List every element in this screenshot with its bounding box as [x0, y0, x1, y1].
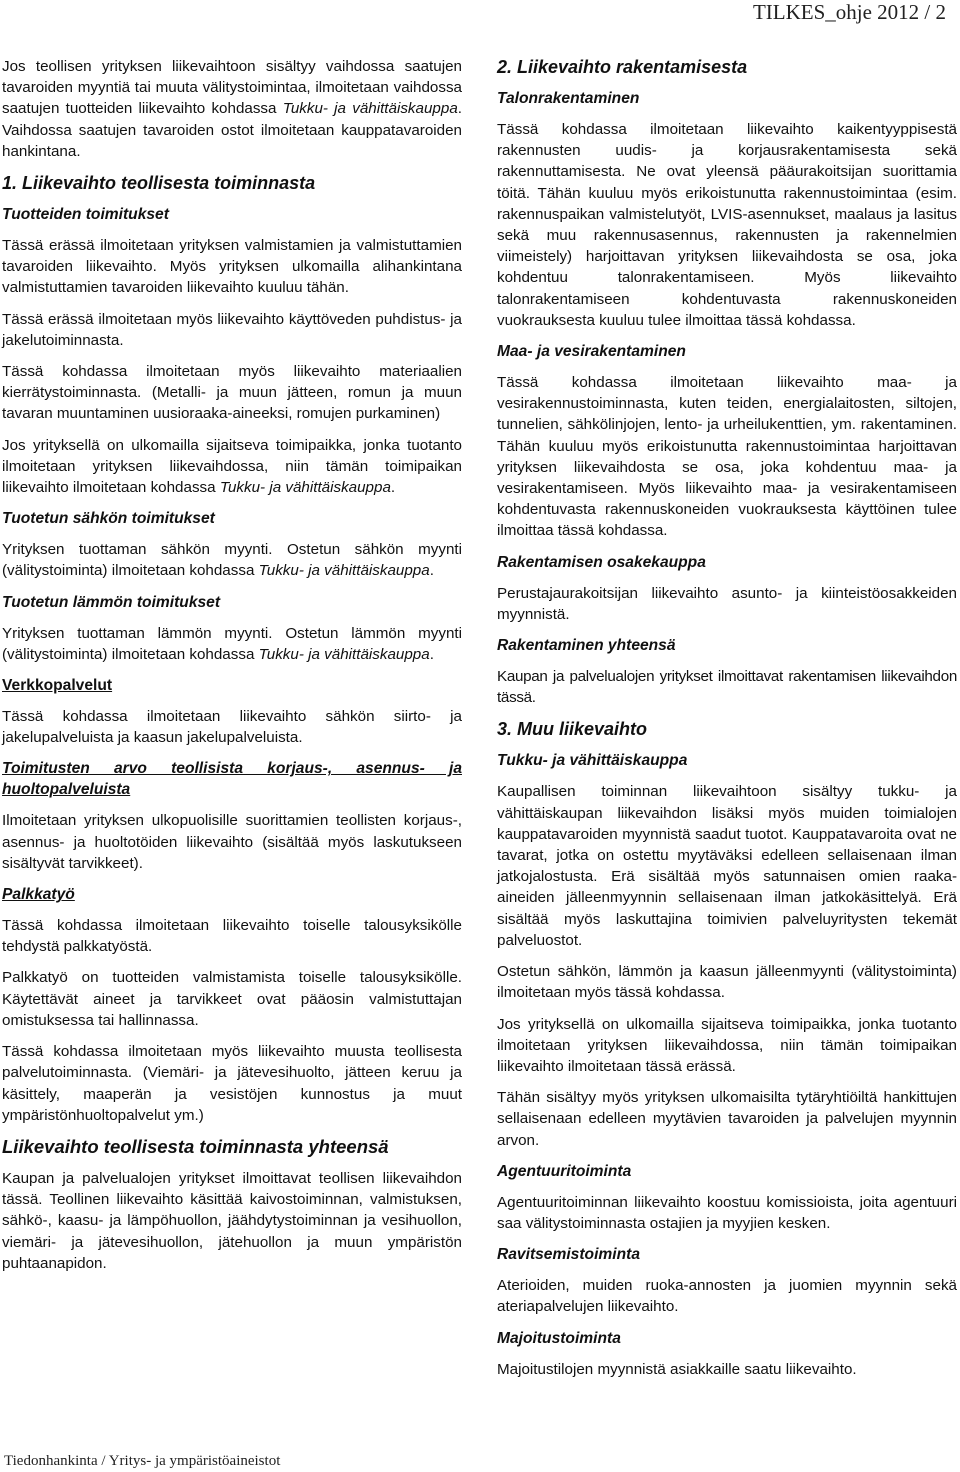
majoitus-paragraph: Majoitustilojen myynnistä asiakkaille saatu liikevaihto. [497, 1360, 857, 1378]
ravitsemis-heading: Ravitsemistoiminta [497, 1246, 640, 1264]
verkkopalvelut-heading: Verkkopalvelut [2, 677, 113, 695]
palkkatyo-paragraph-2: Palkkatyö on tuotteiden valmistamista toiselle talousyksikölle. Käytettävät aineet ja tarvikkeet ovat pääosin valmistuttajan omistuksessa tai hallinnassa. [2, 969, 462, 1029]
tt-p4-end: . [390, 479, 396, 497]
tt-paragraph-3: Tässä kohdassa ilmoitetaan myös liikevaihto materiaalien kierrätystoiminnasta. (Metalli- ja muun jätteen, romun ja muun tavaran muuntaminen uusioraaka-aineeksi, romujen purkaminen) [2, 363, 462, 423]
lampo-italic: Tukku- ja vähittäiskauppa [258, 645, 430, 663]
section-3-title: 3. Muu liikevaihto [497, 719, 648, 740]
lampo-paragraph [2, 623, 462, 665]
left-column [2, 56, 462, 1284]
tt-paragraph-4 [2, 435, 462, 499]
tuotteiden-toimitukset-heading: Tuotteiden toimitukset [2, 206, 169, 224]
agentuuri-heading: Agentuuritoiminta [497, 1162, 632, 1180]
sahko-paragraph [2, 539, 462, 581]
sahko-italic: Tukku- ja vähittäiskauppa [258, 562, 430, 580]
tukku-paragraph-1: Kaupallisen toiminnan liikevaihtoon sisältyy tukku- ja vähittäiskaupan liikevaihdon lisäksi myös muiden toimialojen kauppatavaroiden myynnistä saadut tuotot. Kauppatavaroita ovat ne tavarat, jotka on ostettu myytäväksi edelleen sellaisenaan ilman jatkojalostusta. Erä sisältää myös satunnaisen omien raaka-aineiden jälleenmyynnin sellaisenaan ilman jatkokäsittelyä. Erä sisältää myös laskuttajina toimivien palveluyritysten tekemät palveluostot. [497, 783, 957, 949]
tukku-heading: Tukku- ja vähittäiskauppa [497, 752, 688, 770]
section-2-title: 2. Liikevaihto rakentamisesta [497, 57, 748, 77]
lampo-end: . [429, 645, 434, 663]
ravitsemis-paragraph: Aterioiden, muiden ruoka-annosten ja juomien myynnin sekä ateriapalvelujen liikevaihto. [497, 1277, 957, 1316]
teollinen-yhteensa-heading: Liikevaihto teollisesta toiminnasta yhteensä [2, 1135, 389, 1157]
osakekauppa-heading: Rakentamisen osakekauppa [497, 553, 706, 571]
sahko-text: Yrityksen tuottaman sähkön myynti. Ostetun sähkön myynti (välitystoiminta) ilmoitetaan kohdassa [2, 541, 462, 580]
intro-text-end: . Vaihdossa saatujen tavaroiden ostot ilmoitetaan kauppatavaroiden hankintana. [2, 100, 462, 160]
talonrakentaminen-heading: Talonrakentaminen [497, 90, 640, 107]
intro-paragraph [2, 56, 462, 162]
verkkopalvelut-paragraph: Tässä kohdassa ilmoitetaan liikevaihto sähkön siirto- ja jakelupalveluista ja kaasun jakelupalveluista. [2, 708, 462, 747]
tukku-paragraph-2: Ostetun sähkön, lämmön ja kaasun jälleenmyynti (välitystoiminta) ilmoitetaan myös tässä kohdassa. [497, 963, 957, 1002]
palkkatyo-paragraph-3: Tässä kohdassa ilmoitetaan myös liikevaihto muusta teollisesta palvelutoiminnasta. (Viemäri- ja jätevesihuolto, jätteen keruu ja käsittely, maaperän ja vesistöjen kunnostus ja muut ympäristönhuoltopalvelut ym.) [2, 1043, 462, 1124]
maa-vesi-paragraph: Tässä kohdassa ilmoitetaan liikevaihto maa- ja vesirakennustoiminnasta, kuten teiden, energialaitosten, siltojen, tunnelien, sähkölinjojen, lento- ja urheilukenttien, ym. rakentaminen. Tähän kuuluu myös erikoistunutta rakennustoimintaa harjoittavan yrityksen liikevaihdosta se osa, joka kohdentuu maa- ja vesirakentamiseen. Myös liikevaihto maa- ja vesirakentamiseen kohdentuvasta rakennuskoneiden vuokrauksesta käyttöinen tulee ilmoittaa tässä kohdassa. [497, 374, 957, 540]
right-column [497, 56, 957, 1390]
osakekauppa-paragraph: Perustajaurakoitsijan liikevaihto asunto- ja kiinteistöosakkeiden myynnistä. [497, 584, 957, 623]
page-footer: Tiedonhankinta / Yritys- ja ympäristöaineistot [4, 1453, 281, 1469]
lampo-heading: Tuotetun lämmön toimitukset [2, 593, 221, 611]
tt-paragraph-2: Tässä erässä ilmoitetaan myös liikevaihto käyttöveden puhdistus- ja jakelutoiminnasta. [2, 310, 462, 349]
intro-italic: Tukku- ja vähittäiskauppa [282, 100, 458, 118]
lampo-text: Yrityksen tuottaman lämmön myynti. Ostetun lämmön myynti (välitystoiminta) ilmoitetaan kohdassa [2, 624, 462, 663]
intro-text: Jos teollisen yrityksen liikevaihtoon sisältyy vaihdossa saatujen tavaroiden myyntiä tai muuta välitystoimintaa, ilmoitetaan vaihdossa saatujen tuotteiden liikevaihto kohdassa [2, 58, 462, 118]
sahko-end: . [429, 562, 434, 580]
section-1-title: 1. Liikevaihto teollisesta toiminnasta [2, 173, 316, 194]
majoitus-heading: Majoitustoiminta [497, 1329, 621, 1347]
tt-p4-text: Jos yrityksellä on ulkomailla sijaitseva toimipaikka, jonka tuotanto ilmoitetaan yrityksen liikevaihdossa, niin tämän toimipaikan liikevaihto ilmoitetaan kohdassa [2, 436, 462, 497]
teollinen-yhteensa-paragraph: Kaupan ja palvelualojen yritykset ilmoittavat teollisen liikevaihdon tässä. Teollinen liikevaihto käsittää kaivostoiminnan, valmistuksen, sähkö-, kaasu- ja lämpöhuollon, jäähdytystoiminnan ja vesihuollon, viemäri- ja jätevesihuollon, jätehuollon ja muun ympäristön puhtaanapidon. [2, 1169, 462, 1272]
tt-paragraph-1: Tässä erässä ilmoitetaan yrityksen valmistamien ja valmistuttamien tavaroiden liikevaihto. Myös yrityksen ulkomailla alihankintana valmistuttamien tavaroiden liikevaihto kuuluu tähän. [2, 237, 462, 297]
korjaus-paragraph: Ilmoitetaan yrityksen ulkopuolisille suorittamien teollisten korjaus-, asennus- ja huoltotöiden liikevaihto (sisältää myös laskutukseen sisältyvät tarvikkeet). [2, 812, 462, 872]
page-header: TILKES_ohje 2012 / 2 [752, 0, 946, 24]
palkkatyo-paragraph-1: Tässä kohdassa ilmoitetaan liikevaihto toiselle talousyksikölle tehdystä palkkatyöstä. [2, 917, 462, 956]
sahko-heading: Tuotetun sähkön toimitukset [2, 510, 215, 528]
maa-vesi-heading: Maa- ja vesirakentaminen [497, 343, 686, 361]
agentuuri-paragraph: Agentuuritoiminnan liikevaihto koostuu komissioista, joita agentuuri saa välitystoiminnasta ostajien ja myyjien kesken. [497, 1193, 957, 1232]
tukku-paragraph-3: Jos yrityksellä on ulkomailla sijaitseva toimipaikka, jonka tuotanto ilmoitetaan yrityksen liikevaihdossa, niin tämän toimipaikan liikevaihto ilmoitetaan tässä erässä. [497, 1015, 957, 1075]
rakentaminen-yhteensa-heading: Rakentaminen yhteensä [497, 637, 676, 655]
talonrakentaminen-paragraph: Tässä kohdassa ilmoitetaan liikevaihto kaikentyyppisestä rakennusten uudis- ja korjausrakentamisesta sekä rakennuttamisesta. Ne ovat yleensä pääurakoitsijan suorittamia töitä. Tähän kuuluu myös erikoistunutta rakennustoimintaa (esim. rakennuspaikan valmistelutyöt, LVIS-asennukset, maalaus ja lasitus sekä muu rakennusasennus, rakennusten ja rakennelmien viimeistely) harjoittavan yrityksen liikevaihdosta se osa, joka kohdentuu talonrakentamiseen. Myös liikevaihto talonrakentamiseen kohdentuvasta rakennuskoneiden vuokrauksesta kuuluu tulee ilmoittaa tässä kohdassa. [497, 121, 957, 329]
tt-p4-italic: Tukku- ja vähittäiskauppa [219, 479, 391, 497]
tukku-paragraph-4: Tähän sisältyy myös yrityksen ulkomaisilta tytäryhtiöiltä hankittujen sellaisenaan edelleen myytävien tavaroiden ja palvelujen myynnin arvon. [497, 1089, 957, 1149]
palkkatyo-heading: Palkkatyö [2, 886, 75, 904]
rakentaminen-yhteensa-paragraph: Kaupan ja palvelualojen yritykset ilmoittavat rakentamisen liikevaihdon tässä. [497, 668, 957, 707]
korjaus-heading: Toimitusten arvo teollisista korjaus-, asennus- ja huoltopalveluista [2, 760, 462, 799]
